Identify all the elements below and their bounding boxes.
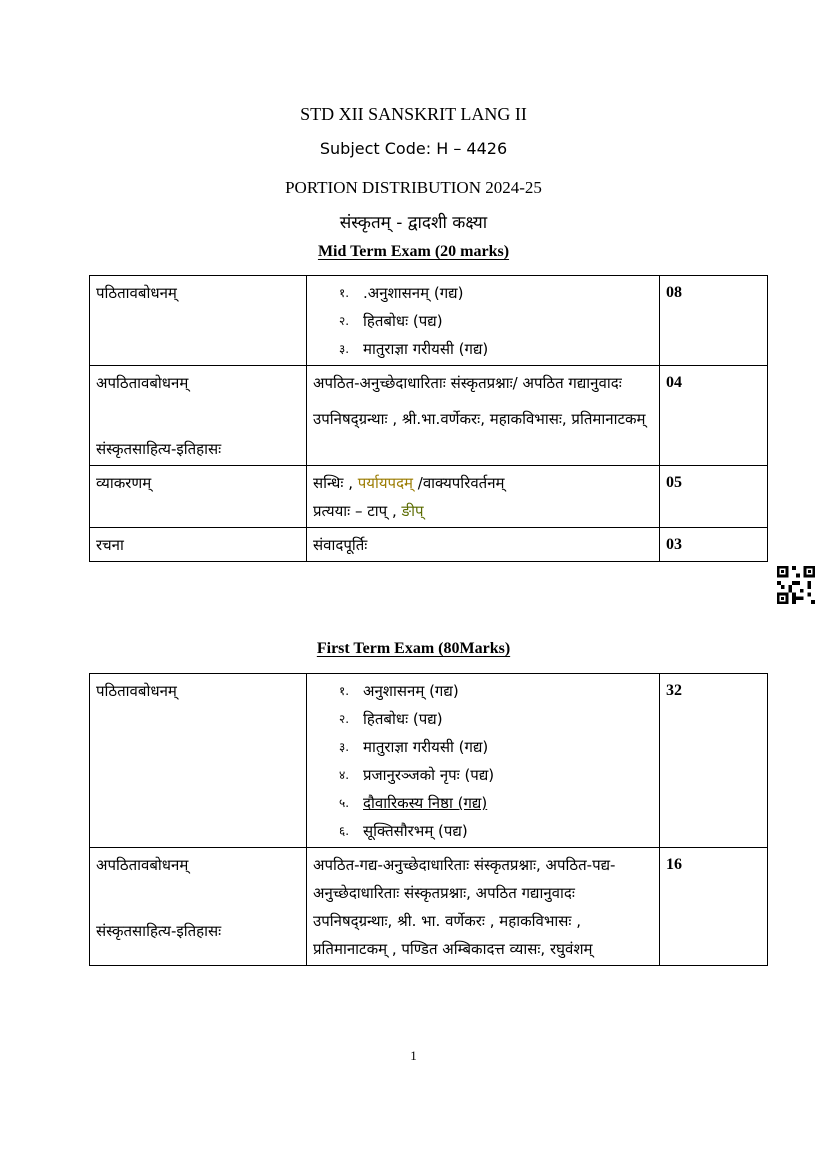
table-row [90, 366, 768, 466]
list-item: ४. प्रजानुरञ्जको नृपः (पद्य) [339, 766, 495, 784]
marks-cell: 16 [660, 848, 768, 966]
topic-label: अपठितावबोधनम् [96, 374, 189, 392]
table-row [90, 466, 768, 528]
table-row [90, 848, 768, 966]
highlighted-term: पर्यायपदम् [357, 474, 414, 492]
subject-code: Subject Code: H – 4426 [319, 139, 508, 158]
topic-cell: रचना [90, 528, 307, 562]
lesson-list [313, 279, 653, 363]
mid-term-title: Mid Term Exam (20 marks) [317, 243, 510, 260]
content-cell: संवादपूर्तिः [307, 528, 660, 562]
content-cell: सन्धिः , पर्यायपदम् /वाक्यपरिवर्तनम् प्रत्ययाः – टाप् , ङीप् [307, 466, 660, 528]
first-term-table [89, 673, 768, 966]
content-cell: अपठित-अनुच्छेदाधारिताः संस्कृतप्रश्नाः/ अपठित गद्यानुवादः उपनिषद्ग्रन्थाः , श्री.भा.वर्णेकरः, महाकविभासः, प्रतिमानाटकम् [307, 366, 660, 466]
topic-cell [90, 848, 307, 966]
mid-term-table [89, 275, 768, 562]
list-item: १. अनुशासनम् (गद्य) [339, 682, 459, 700]
marks-cell: 04 [660, 366, 768, 466]
topic-label: संस्कृतसाहित्य-इतिहासः [96, 440, 222, 458]
list-item: ३. मातुराज्ञा गरीयसी (गद्य) [339, 340, 489, 358]
sanskrit-class-heading: संस्कृतम् - द्वादशी कक्ष्या [339, 213, 488, 233]
topic-cell: व्याकरणम् [90, 466, 307, 528]
qr-code-icon [777, 566, 815, 604]
table-row [90, 276, 768, 366]
list-item: २. हितबोधः (पद्य) [339, 710, 443, 728]
first-term-title: First Term Exam (80Marks) [316, 640, 511, 657]
marks-cell: 05 [660, 466, 768, 528]
marks-cell: 08 [660, 276, 768, 366]
lesson-list [313, 677, 653, 845]
content-cell: अपठित-गद्य-अनुच्छेदाधारिताः संस्कृतप्रश्नाः, अपठित-पद्य-अनुच्छेदाधारिताः संस्कृतप्रश्नाः, अपठित गद्यानुवादः उपनिषद्ग्रन्थाः, श्री. भा. वर्णेकरः , महाकविभासः , प्रतिमानाटकम् , पण्डित अम्बिकादत्त व्यासः, रघुवंशम् [307, 848, 660, 966]
content-cell [307, 674, 660, 848]
list-item: ३. मातुराज्ञा गरीयसी (गद्य) [339, 738, 489, 756]
content-cell [307, 276, 660, 366]
table-row [90, 674, 768, 848]
page-number: 1 [410, 1048, 417, 1063]
topic-label: संस्कृतसाहित्य-इतिहासः [96, 922, 222, 940]
table-row [90, 528, 768, 562]
topic-cell: पठितावबोधनम् [90, 276, 307, 366]
list-item: २. हितबोधः (पद्य) [339, 312, 443, 330]
document-title: STD XII SANSKRIT LANG II [300, 104, 527, 124]
topic-label: अपठितावबोधनम् [96, 856, 189, 874]
highlighted-term: ङीप् [401, 502, 424, 520]
marks-cell: 03 [660, 528, 768, 562]
topic-cell [90, 366, 307, 466]
list-item: ५. दौवारिकस्य निष्ठा (गद्य) [339, 794, 488, 812]
list-item: ६. सूक्तिसौरभम् (पद्य) [339, 822, 468, 840]
list-item: १. .अनुशासनम् (गद्य) [339, 284, 464, 302]
marks-cell: 32 [660, 674, 768, 848]
portion-heading: PORTION DISTRIBUTION 2024-25 [285, 178, 542, 197]
topic-cell: पठितावबोधनम् [90, 674, 307, 848]
